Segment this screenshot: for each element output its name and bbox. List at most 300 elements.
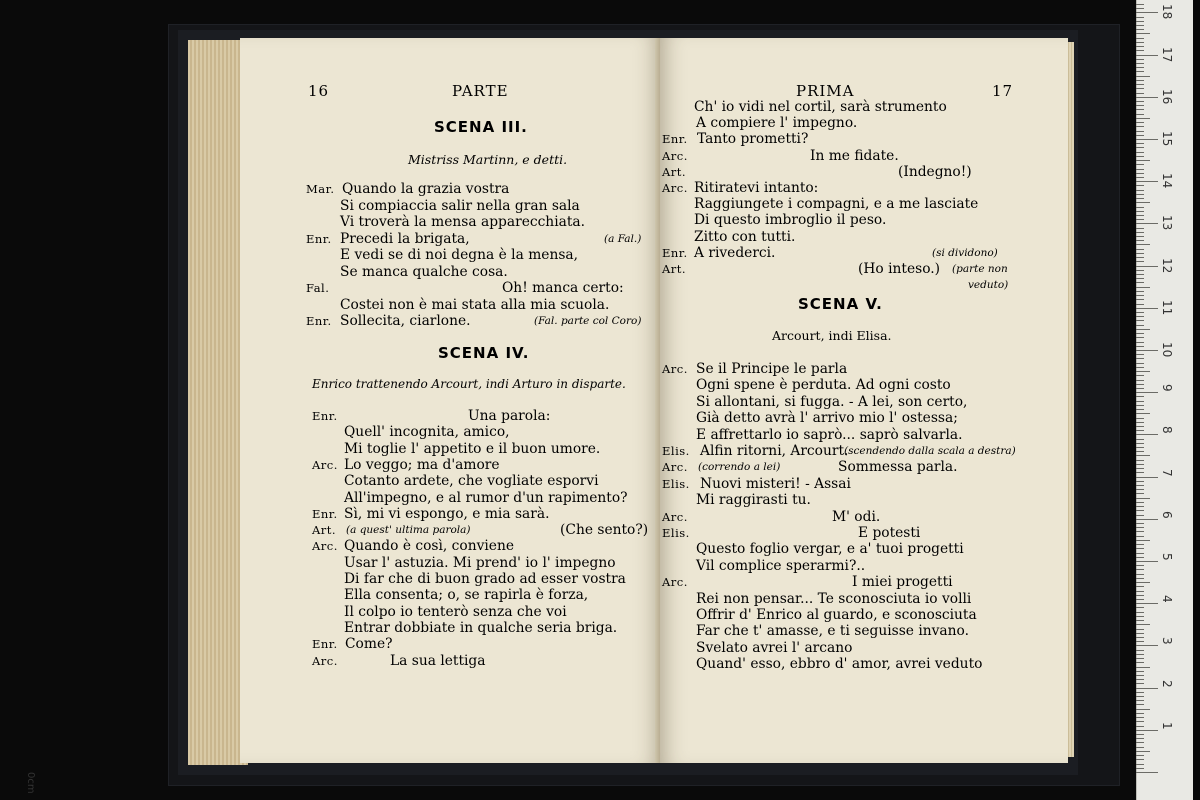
ruler-tick xyxy=(1136,713,1144,714)
ruler-tick xyxy=(1136,586,1144,587)
verse-line: Quand' esso, ebbro d' amor, avrei veduto xyxy=(696,656,983,673)
ruler-tick xyxy=(1136,510,1144,511)
ruler-tick xyxy=(1136,139,1158,140)
speaker-label: Arc. xyxy=(312,457,338,472)
ruler-tick xyxy=(1136,405,1144,406)
verse-line: Offrir d' Enrico al guardo, e sconosciuta xyxy=(696,607,977,623)
ruler-tick xyxy=(1136,696,1144,697)
speaker-label: Art. xyxy=(312,523,337,538)
verse-line: All'impegno, e al rumor d'un rapimento? xyxy=(344,489,628,506)
ruler-tick xyxy=(1136,426,1144,427)
ruler-tick xyxy=(1136,84,1144,85)
ruler-tick xyxy=(1136,67,1144,68)
ruler-tick xyxy=(1136,160,1150,161)
ruler-tick xyxy=(1136,574,1144,575)
ruler-tick xyxy=(1136,152,1144,153)
ruler-tick xyxy=(1136,578,1144,579)
ruler-number: 11 xyxy=(1160,300,1174,316)
ruler-tick xyxy=(1136,33,1150,34)
ruler-tick xyxy=(1136,633,1144,634)
ruler-tick xyxy=(1136,523,1144,524)
verse-line: Sì, mi vi espongo, e mia sarà. xyxy=(344,505,550,522)
ruler-number: 13 xyxy=(1160,215,1174,231)
speaker-label: Arc. xyxy=(312,653,338,668)
verse-line: Quell' incognita, amico, xyxy=(344,424,510,441)
ruler-tick xyxy=(1136,38,1144,39)
verse-line: La sua lettiga xyxy=(390,652,486,669)
ruler-tick xyxy=(1136,519,1158,520)
ruler-tick xyxy=(1136,253,1144,254)
verse-line: (Indegno!) xyxy=(898,163,972,180)
ruler-tick xyxy=(1136,131,1144,132)
ruler-tick xyxy=(1136,506,1144,507)
ruler-tick xyxy=(1136,164,1144,165)
ruler-tick xyxy=(1136,363,1144,364)
ruler-tick xyxy=(1136,595,1144,596)
stage-direction: (a Fal.) xyxy=(604,232,642,245)
ruler-tick xyxy=(1136,561,1158,562)
stage-direction: (si dividono) xyxy=(932,246,998,259)
ruler-number: 8 xyxy=(1160,426,1174,434)
verse-line: Quando la grazia vostra xyxy=(342,181,510,197)
speaker-label: Arc. xyxy=(662,509,688,524)
verse-line: Si compiaccia salir nella gran sala xyxy=(340,197,580,214)
ruler-tick xyxy=(1136,477,1158,478)
verse-line: Raggiungete i compagni, e a me lasciate xyxy=(694,196,979,213)
verse-line: (Ho inteso.) xyxy=(858,261,941,277)
ruler-tick xyxy=(1136,650,1144,651)
ruler-tick xyxy=(1136,25,1144,26)
ruler-tick xyxy=(1136,8,1144,9)
ruler-tick xyxy=(1136,544,1144,545)
stage-direction: veduto) xyxy=(968,279,1009,292)
ruler-tick xyxy=(1136,565,1144,566)
verse-line: A rivederci. xyxy=(694,244,776,261)
ruler-tick xyxy=(1136,683,1144,684)
ruler-tick xyxy=(1136,282,1144,283)
ruler-tick xyxy=(1136,215,1144,216)
ruler-tick xyxy=(1136,358,1144,359)
ruler-tick xyxy=(1136,485,1144,486)
ruler-tick xyxy=(1136,274,1144,275)
ruler-tick xyxy=(1136,409,1144,410)
ruler-tick xyxy=(1136,211,1144,212)
speaker-label: Arc. xyxy=(662,575,688,590)
ruler-tick xyxy=(1136,759,1144,760)
verse-line: Se il Principe le parla xyxy=(696,361,848,377)
ruler-tick xyxy=(1136,447,1144,448)
ruler-tick xyxy=(1136,569,1144,570)
verse-line: Oh! manca certo: xyxy=(502,280,624,296)
speaker-label: Elis. xyxy=(662,476,690,491)
verse-line: Vil complice sperarmi?.. xyxy=(696,557,866,574)
ruler-tick xyxy=(1136,97,1158,98)
ruler-tick xyxy=(1136,236,1144,237)
ruler-tick xyxy=(1136,46,1144,47)
ruler-tick xyxy=(1136,198,1144,199)
verse-line: Di questo imbroglio il peso. xyxy=(694,212,887,229)
ruler-tick xyxy=(1136,177,1144,178)
speaker-label: Arc. xyxy=(312,539,338,554)
ruler-tick xyxy=(1136,257,1144,258)
ruler-tick xyxy=(1136,742,1144,743)
ruler-tick xyxy=(1136,688,1158,689)
ruler-tick xyxy=(1136,764,1144,765)
speaker-label: Enr. xyxy=(312,506,338,521)
ruler-tick xyxy=(1136,63,1144,64)
ruler-tick xyxy=(1136,228,1144,229)
ruler-tick xyxy=(1136,738,1144,739)
ruler-tick xyxy=(1136,734,1144,735)
ruler-tick xyxy=(1136,455,1150,456)
ruler-tick xyxy=(1136,591,1144,592)
ruler-tick xyxy=(1136,169,1144,170)
verse-line: Svelato avrei l' arcano xyxy=(696,639,853,656)
ruler-tick xyxy=(1136,768,1144,769)
ruler-tick xyxy=(1136,17,1144,18)
ruler-tick xyxy=(1136,346,1144,347)
ruler-tick xyxy=(1136,388,1144,389)
ruler-tick xyxy=(1136,308,1158,309)
ruler-number: 2 xyxy=(1160,680,1174,688)
ruler-tick xyxy=(1136,726,1144,727)
ruler-tick xyxy=(1136,291,1144,292)
ruler-tick xyxy=(1136,375,1144,376)
verse-line: Costei non è mai stata alla mia scuola. xyxy=(340,296,610,313)
ruler-tick xyxy=(1136,620,1144,621)
ruler-tick xyxy=(1136,730,1158,731)
ruler-tick xyxy=(1136,481,1144,482)
ruler-tick xyxy=(1136,645,1158,646)
ruler-tick xyxy=(1136,333,1144,334)
ruler-tick xyxy=(1136,59,1144,60)
verse-line: Far che t' amasse, e ti seguisse invano. xyxy=(696,623,969,640)
ruler-tick xyxy=(1136,29,1144,30)
ruler-tick xyxy=(1136,156,1144,157)
verse-line: Precedi la brigata, xyxy=(340,230,470,247)
ruler-number: 1 xyxy=(1160,722,1174,730)
ruler-tick xyxy=(1136,93,1144,94)
verse-line: Nuovi misteri! - Assai xyxy=(700,475,851,492)
ruler-tick xyxy=(1136,662,1144,663)
ruler-tick xyxy=(1136,42,1144,43)
ruler-tick xyxy=(1136,582,1150,583)
verse-line: Zitto con tutti. xyxy=(694,228,796,245)
ruler-tick xyxy=(1136,71,1144,72)
ruler-tick xyxy=(1136,135,1144,136)
verse-line: Di far che di buon grado ad esser vostra xyxy=(344,571,626,587)
ruler-number: 9 xyxy=(1160,384,1174,392)
ruler-tick xyxy=(1136,101,1144,102)
ruler-tick xyxy=(1136,489,1144,490)
ruler-tick xyxy=(1136,464,1144,465)
speaker-label: Arc. xyxy=(662,460,688,475)
ruler-tick xyxy=(1136,536,1144,537)
ruler-tick xyxy=(1136,266,1158,267)
ruler-number: 12 xyxy=(1160,258,1174,274)
ruler-tick xyxy=(1136,232,1144,233)
ruler-tick xyxy=(1136,384,1144,385)
verse-line: M' odi. xyxy=(832,508,881,525)
ruler-number: 3 xyxy=(1160,637,1174,645)
ruler-tick xyxy=(1136,498,1150,499)
ruler-tick xyxy=(1136,207,1144,208)
scene-4-title: SCENA IV. xyxy=(438,344,530,362)
ruler-tick xyxy=(1136,704,1144,705)
ruler-tick xyxy=(1136,671,1144,672)
verse-line: E vedi se di noi degna è la mensa, xyxy=(340,247,579,263)
ruler-tick xyxy=(1136,493,1144,494)
verse-line: Entrar dobbiate in qualche seria briga. xyxy=(344,619,618,636)
ruler-tick xyxy=(1136,354,1144,355)
ruler-tick xyxy=(1136,122,1144,123)
speaker-label: Enr. xyxy=(306,314,332,328)
ruler-tick xyxy=(1136,270,1144,271)
ruler-number: 7 xyxy=(1160,469,1174,477)
ruler-tick xyxy=(1136,219,1144,220)
verse-line: Ella consenta; o, se rapirla è forza, xyxy=(344,587,589,604)
ruler-tick xyxy=(1136,320,1144,321)
ruler-tick xyxy=(1136,612,1144,613)
ruler-tick xyxy=(1136,717,1144,718)
verse-line: Vi troverà la mensa apparecchiata. xyxy=(340,214,585,230)
verse-line: In me fidate. xyxy=(810,147,899,164)
ruler-number: 15 xyxy=(1160,131,1174,147)
verse-line: A compiere l' impegno. xyxy=(696,115,858,132)
ruler-tick xyxy=(1136,240,1144,241)
ruler-tick xyxy=(1136,329,1150,330)
ruler-tick xyxy=(1136,548,1144,549)
stage-direction: (correndo a lei) xyxy=(698,461,781,474)
speaker-label: Elis. xyxy=(662,526,690,540)
ruler-number: 18 xyxy=(1160,4,1174,20)
ruler-tick xyxy=(1136,367,1144,368)
verse-line: Usar l' astuzia. Mi prend' io l' impegno xyxy=(344,554,616,571)
ruler-tick xyxy=(1136,755,1144,756)
ruler-tick xyxy=(1136,401,1144,402)
ruler-tick xyxy=(1136,709,1150,710)
ruler-tick xyxy=(1136,654,1144,655)
stage-direction: (scendendo dalla scala a destra) xyxy=(844,445,1016,457)
ruler-tick xyxy=(1136,190,1144,191)
ruler-tick xyxy=(1136,396,1144,397)
ruler-tick xyxy=(1136,603,1158,604)
ruler-tick xyxy=(1136,531,1144,532)
ruler-tick xyxy=(1136,692,1144,693)
ruler-tick xyxy=(1136,244,1150,245)
verse-line: Una parola: xyxy=(468,408,551,424)
verse-line: Il colpo io tenterò senza che voi xyxy=(344,603,567,620)
ruler-tick xyxy=(1136,772,1158,773)
verse-line: Questo foglio vergar, e a' tuoi progetti xyxy=(696,541,964,558)
ruler-tick xyxy=(1136,55,1158,56)
ruler-tick xyxy=(1136,679,1144,680)
verse-line: Rei non pensar... Te sconosciuta io volli xyxy=(696,590,972,607)
ruler-tick xyxy=(1136,50,1144,51)
right-running-head: PRIMA xyxy=(796,82,855,100)
verse-line: Mi toglie l' appetito e il buon umore. xyxy=(344,440,601,457)
speaker-label: Enr. xyxy=(312,637,338,652)
verse-line: Ritiratevi intanto: xyxy=(694,180,819,196)
scene-5-stage: Arcourt, indi Elisa. xyxy=(772,328,892,343)
ruler-tick xyxy=(1136,371,1150,372)
ruler-tick xyxy=(1136,629,1144,630)
ruler-tick xyxy=(1136,76,1150,77)
ruler-tick xyxy=(1136,443,1144,444)
verse-line: (Che sento?) xyxy=(560,522,649,539)
speaker-label: Mar. xyxy=(306,182,335,196)
speaker-label: Enr. xyxy=(662,245,688,260)
speaker-label: Art. xyxy=(662,262,687,276)
ruler-tick xyxy=(1136,460,1144,461)
ruler-tick xyxy=(1136,422,1144,423)
ruler-tick xyxy=(1136,194,1144,195)
ruler-tick xyxy=(1136,700,1144,701)
ruler-tick xyxy=(1136,624,1150,625)
speaker-label: Elis. xyxy=(662,444,690,458)
ruler-tick xyxy=(1136,434,1158,435)
ruler-tick xyxy=(1136,468,1144,469)
left-page-number: 16 xyxy=(308,82,330,100)
ruler-tick xyxy=(1136,105,1144,106)
verse-line: Mi raggirasti tu. xyxy=(696,492,811,509)
ruler-tick xyxy=(1136,173,1144,174)
ruler-tick xyxy=(1136,312,1144,313)
ruler-tick xyxy=(1136,392,1158,393)
ruler-tick xyxy=(1136,637,1144,638)
ruler-tick xyxy=(1136,21,1144,22)
verse-line: I miei progetti xyxy=(852,574,953,591)
ruler-tick xyxy=(1136,316,1144,317)
ruler-number: 17 xyxy=(1160,47,1174,63)
speaker-label: Enr. xyxy=(662,132,688,147)
verse-line: Tanto prometti? xyxy=(697,131,809,148)
ruler-number: 10 xyxy=(1160,342,1174,358)
ruler-tick xyxy=(1136,641,1144,642)
ruler-number: 16 xyxy=(1160,89,1174,105)
ruler-tick xyxy=(1136,439,1144,440)
scene-3-title: SCENA III. xyxy=(434,118,528,136)
ruler-tick xyxy=(1136,350,1158,351)
scene-5-title: SCENA V. xyxy=(798,295,883,313)
ruler-tick xyxy=(1136,472,1144,473)
ruler-tick xyxy=(1136,451,1144,452)
ruler-tick xyxy=(1136,325,1144,326)
verse-line: Già detto avrà l' arrivo mio l' ostessa; xyxy=(696,410,958,427)
ruler-number: 5 xyxy=(1160,553,1174,561)
speaker-label: Arc. xyxy=(662,148,688,163)
speaker-label: Art. xyxy=(662,164,687,179)
ruler-tick xyxy=(1136,515,1144,516)
ruler-tick xyxy=(1136,502,1144,503)
ruler-tick xyxy=(1136,249,1144,250)
ruler-number: 14 xyxy=(1160,173,1174,189)
ruler-tick xyxy=(1136,299,1144,300)
ruler-tick xyxy=(1136,616,1144,617)
ruler-tick xyxy=(1136,12,1158,13)
ruler-tick xyxy=(1136,202,1150,203)
verse-line: Sommessa parla. xyxy=(838,459,958,476)
ruler-tick xyxy=(1136,223,1158,224)
verse-line: Cotanto ardete, che vogliate esporvi xyxy=(344,473,599,490)
ruler-tick xyxy=(1136,304,1144,305)
ruler-tick xyxy=(1136,118,1150,119)
verse-line: Ch' io vidi nel cortil, sarà strumento xyxy=(694,99,947,115)
verse-line: Sollecita, ciarlone. xyxy=(340,313,471,329)
ruler-tick xyxy=(1136,261,1144,262)
verse-line: Alfin ritorni, Arcourt. xyxy=(700,443,849,459)
verse-line: Si allontani, si fugga. - A lei, son certo, xyxy=(696,393,968,410)
ruler-tick xyxy=(1136,675,1144,676)
ruler-tick xyxy=(1136,553,1144,554)
scene-3-stage: Mistriss Martinn, e detti. xyxy=(408,152,568,167)
ruler-tick xyxy=(1136,667,1150,668)
speaker-label: Enr. xyxy=(312,409,338,423)
ruler-tick xyxy=(1136,747,1144,748)
ruler-unit-label: 0cm xyxy=(25,772,36,794)
speaker-label: Arc. xyxy=(662,362,688,376)
ruler-tick xyxy=(1136,607,1144,608)
ruler-tick xyxy=(1136,380,1144,381)
ruler-tick xyxy=(1136,181,1158,182)
ruler-tick xyxy=(1136,278,1144,279)
ruler-tick xyxy=(1136,114,1144,115)
ruler-tick xyxy=(1136,185,1144,186)
verse-line: Se manca qualche cosa. xyxy=(340,263,508,280)
ruler-tick xyxy=(1136,557,1144,558)
ruler-tick xyxy=(1136,295,1144,296)
ruler-tick xyxy=(1136,287,1150,288)
ruler-number: 6 xyxy=(1160,511,1174,519)
ruler-tick xyxy=(1136,413,1150,414)
verse-line: Lo veggo; ma d'amore xyxy=(344,456,500,473)
ruler-tick xyxy=(1136,430,1144,431)
left-running-head: PARTE xyxy=(452,82,509,100)
ruler-tick xyxy=(1136,721,1144,722)
verse-line: Quando è così, conviene xyxy=(344,538,515,555)
verse-line: Ogni spene è perduta. Ad ogni costo xyxy=(696,377,951,394)
stage-direction: (Fal. parte col Coro) xyxy=(534,315,642,327)
verse-line: E affrettarlo io saprò... saprò salvarla. xyxy=(696,426,963,443)
page-edges-left xyxy=(188,40,248,765)
speaker-label: Arc. xyxy=(662,181,688,195)
ruler-tick xyxy=(1136,418,1144,419)
ruler-tick xyxy=(1136,599,1144,600)
scene-4-stage: Enrico trattenendo Arcourt, indi Arturo in disparte. xyxy=(312,377,626,391)
stage-direction: (parte non xyxy=(952,263,1008,275)
ruler-tick xyxy=(1136,109,1144,110)
ruler-tick xyxy=(1136,658,1144,659)
ruler-tick xyxy=(1136,527,1144,528)
ruler-number: 4 xyxy=(1160,595,1174,603)
verse-line: Come? xyxy=(345,636,393,653)
speaker-label: Enr. xyxy=(306,231,332,246)
ruler-tick xyxy=(1136,88,1144,89)
verse-line: E potesti xyxy=(858,525,921,541)
ruler-tick xyxy=(1136,4,1144,5)
ruler-tick xyxy=(1136,80,1144,81)
ruler-tick xyxy=(1136,540,1150,541)
ruler-tick xyxy=(1136,337,1144,338)
ruler-tick xyxy=(1136,342,1144,343)
ruler-tick xyxy=(1136,147,1144,148)
ruler-tick xyxy=(1136,143,1144,144)
ruler-tick xyxy=(1136,751,1150,752)
right-page-number: 17 xyxy=(992,82,1014,100)
ruler-tick xyxy=(1136,126,1144,127)
speaker-label: Fal. xyxy=(306,281,330,295)
stage-direction: (a quest' ultima parola) xyxy=(346,524,471,537)
